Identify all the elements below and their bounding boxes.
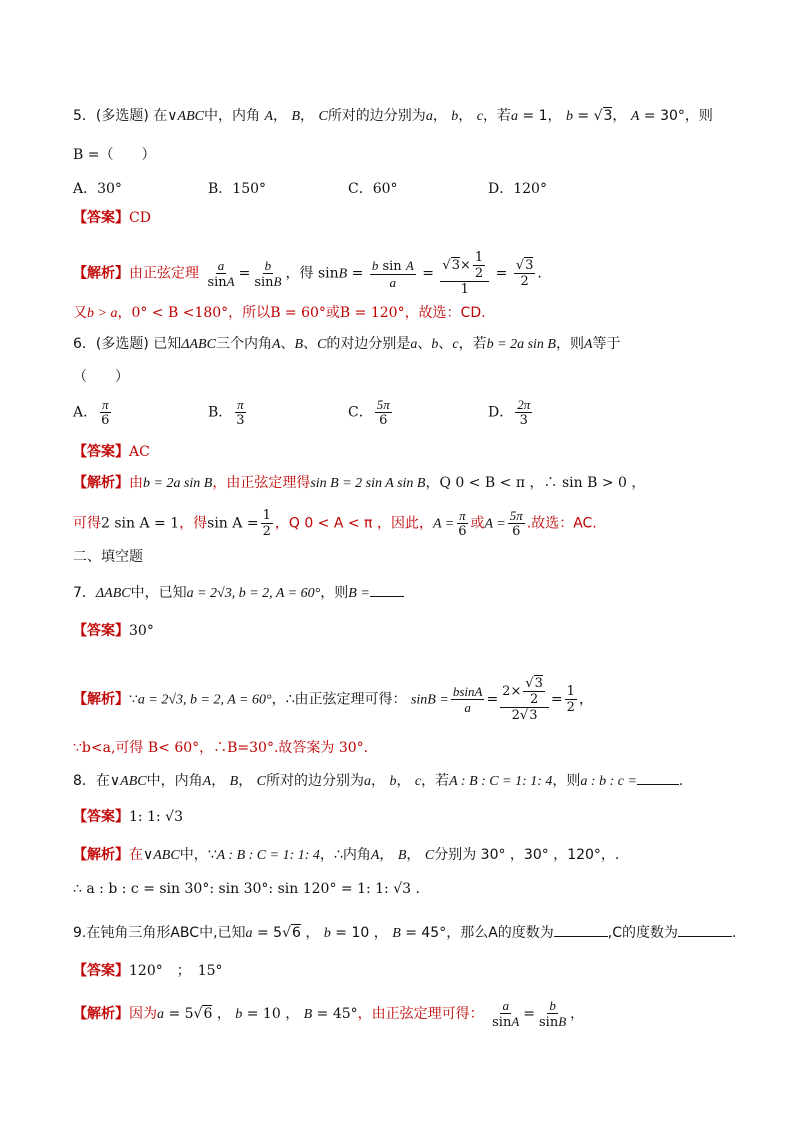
q6-paren: （ ）: [73, 369, 129, 385]
q5-answer: 【答案】CD: [73, 210, 151, 226]
q6-option-b: B． $\frac{\pi}{3}$: [208, 397, 245, 428]
q6-answer: 【答案】AC: [73, 444, 150, 460]
q9-answer: 【答案】120° ； 15°: [73, 963, 223, 979]
q5-analysis-line2: 又b > a，0° < B <180°，所以B = 60°或B = 120°，故选：CD.: [73, 305, 486, 321]
q7-answer: 【答案】30°: [73, 623, 154, 639]
q6-option-a: A． $\frac{\pi}{6}$: [73, 397, 110, 428]
q7-stem: 7．ΔABC中，已知a = 2√3, b = 2, A = 60°，则B =: [73, 584, 404, 603]
q8-stem: 8．在∨ABC中，内角A， B， C所对的边分别为a， b， c，若A : B : C = 1: 1: 4，则a : b : c = .: [73, 773, 684, 789]
q8-analysis-line2: ∴ a : b : c = sin 30°: sin 30°: sin 120° = 1: 1: √3 .: [73, 881, 420, 897]
q7-analysis: 【解析】∵a = 2√3, b = 2, A = 60°，∴由正弦定理可得： sinB = $\frac{bsinA}{a}$ = 2× $\frac{√3}{2}$ 2√3 = $\frac{1}{2}$ ，: [73, 676, 593, 723]
q5-option-d: D．120°: [488, 181, 547, 197]
q9-stem: 9.在钝角三角形ABC中,已知a = 5√6 ， b = 10 ， B = 45°，那么A的度数为 ,C的度数为 .: [73, 925, 737, 941]
q6-stem: 6．(多选题) 已知ΔABC三个内角A、B、C的对边分别是a、b、c，若b = 2a sin B，则A等于: [73, 336, 621, 352]
q6-analysis-line2: 可得2 sin A = 1，得sin A = $\frac{1}{2}$ ，Q 0 < A < π ，因此，A = $\frac{\pi}{6}$ 或A = $\frac{5\pi}{6}$ .故选：AC.: [73, 508, 597, 539]
q6-analysis: 【解析】由b = 2a sin B，由正弦定理得sin B = 2 sin A sin B，Q 0 < B < π ，∴ sin B > 0 ，: [73, 475, 646, 491]
q8-answer: 【答案】1: 1: √3: [73, 809, 183, 825]
q5-analysis: 【解析】由正弦定理 $\frac{a}{\sin A}$ = $\frac{b}{\sin B}$ ，得 sinB = $\frac{\text{b sin A}}{a}$ = √3× $\frac{1}{2}$ 1 = $\frac{√3}{2}$ .: [73, 250, 542, 297]
q5-stem: 5．(多选题) 在∨ABC中，内角 A， B， C所对的边分别为a， b， c，若a = 1， b = √3， A = 30°，则: [73, 108, 713, 124]
q6-option-d: D． $\frac{2\pi}{3}$: [488, 397, 531, 428]
q5-ask: B =（ ）: [73, 147, 156, 163]
q6-option-c: C． $\frac{5\pi}{6}$: [348, 397, 390, 428]
q5-option-a: A．30°: [73, 181, 122, 197]
q5-option-c: C．60°: [348, 181, 398, 197]
q5-option-b: B．150°: [208, 181, 267, 197]
q8-analysis: 【解析】在∨ABC中，∵A : B : C = 1: 1: 4，∴内角A， B， C分别为 30° ，30° ，120°，.: [73, 847, 620, 863]
q9-analysis: 【解析】因为a = 5√6 ， b = 10 ， B = 45°，由正弦定理可得： $\frac{a}{\sin A}$ = $\frac{b}{\sin B}$ ，: [73, 998, 585, 1030]
section-title: 二、填空题: [73, 549, 143, 565]
q7-analysis-line2: ∵b<a,可得 B< 60°，∴B=30°.故答案为 30°.: [73, 740, 369, 756]
